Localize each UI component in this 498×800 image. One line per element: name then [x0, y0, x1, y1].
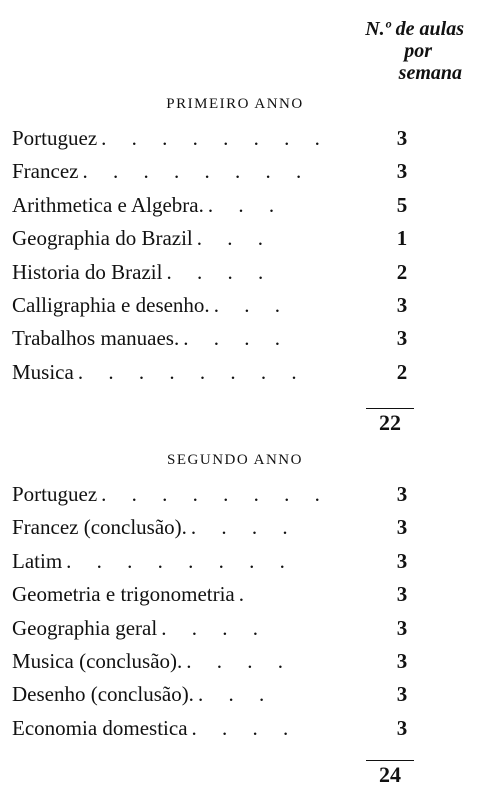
- leader-dots: . . . . . . . .: [82, 159, 312, 184]
- column-header-line-1: N.º de aulas: [365, 18, 464, 40]
- subject-name: Desenho (conclusão).: [12, 682, 194, 707]
- list-item: [12, 222, 422, 255]
- leader-dots: . . . .: [190, 515, 298, 540]
- section-title-segundo-anno: SEGUNDO ANNO: [167, 452, 303, 468]
- leader-dots: . . . . . . . .: [77, 359, 307, 384]
- lesson-count: 2: [396, 259, 408, 284]
- subject-name: Arithmetica e Algebra.: [12, 192, 204, 217]
- list-item: [12, 322, 422, 355]
- leader-dots: . . . . . . . .: [101, 126, 330, 150]
- subject-name: Francez: [12, 159, 79, 184]
- lesson-count: 3: [396, 715, 408, 740]
- column-header-line-2: por: [404, 40, 432, 62]
- leader-dots: . . .: [196, 226, 274, 251]
- lesson-count: 1: [396, 226, 408, 251]
- list-item: [12, 511, 422, 544]
- lesson-count: 3: [396, 615, 408, 640]
- subject-name: Trabalhos manuaes.: [12, 326, 180, 351]
- leader-dots: . . . .: [186, 648, 294, 673]
- leader-dots: . . . .: [166, 259, 274, 284]
- leader-dots: . . .: [213, 292, 290, 317]
- lesson-count: 3: [396, 515, 408, 540]
- lesson-count: 3: [396, 582, 408, 607]
- subject-name: Latim: [12, 548, 63, 573]
- subject-name: Francez (conclusão).: [12, 515, 187, 540]
- subject-name: Geographia geral: [12, 615, 158, 640]
- list-item: [12, 545, 422, 578]
- list-item: [12, 155, 422, 188]
- list-item: [12, 289, 422, 322]
- column-header: [304, 18, 464, 84]
- subject-name: Portuguez: [12, 126, 98, 150]
- lesson-count: 3: [396, 482, 408, 506]
- subject-name: Musica (conclusão).: [12, 648, 183, 673]
- section-title-primeiro-anno: PRIMEIRO ANNO: [166, 96, 304, 112]
- leader-dots: . . . .: [183, 326, 290, 351]
- subject-name: Musica: [12, 359, 74, 384]
- list-item: [12, 256, 422, 289]
- lesson-count: 2: [396, 359, 408, 384]
- lesson-count: 3: [396, 648, 408, 673]
- lesson-count: 3: [396, 159, 408, 184]
- subject-name: Portuguez: [12, 482, 98, 506]
- lesson-count: 3: [396, 548, 408, 573]
- lesson-count: 5: [396, 192, 408, 217]
- lesson-count: 3: [396, 292, 408, 317]
- list-item: [12, 578, 422, 611]
- subject-name: Geometria e trigonometria: [12, 582, 235, 607]
- list-item: [12, 189, 422, 222]
- subject-list-primeiro-anno: [12, 122, 422, 389]
- list-item: [12, 645, 422, 678]
- subject-name: Calligraphia e desenho.: [12, 292, 210, 317]
- subject-name: Geographia do Brazil: [12, 226, 193, 251]
- list-item: [12, 122, 422, 155]
- lesson-count: 3: [396, 326, 408, 351]
- column-header-line-3: semana: [398, 62, 462, 84]
- list-item: [12, 712, 422, 745]
- lesson-count: 3: [396, 682, 408, 707]
- leader-dots: . . . . . . . .: [101, 482, 330, 506]
- list-item: [12, 356, 422, 389]
- total-primeiro-anno: 22: [379, 410, 401, 435]
- list-item: [12, 478, 422, 511]
- total-rule: [366, 760, 414, 761]
- leader-dots: . . .: [197, 682, 275, 707]
- subject-name: Economia domestica: [12, 715, 188, 740]
- leader-dots: . . . . . . . .: [66, 548, 295, 573]
- total-segundo-anno: 24: [379, 762, 401, 787]
- subject-list-segundo-anno: [12, 478, 422, 745]
- total-rule: [366, 408, 414, 409]
- list-item: [12, 612, 422, 645]
- leader-dots: . . .: [207, 192, 285, 217]
- leader-dots: . . . .: [161, 615, 268, 640]
- leader-dots: .: [238, 582, 254, 607]
- subject-name: Historia do Brazil: [12, 259, 163, 284]
- lesson-count: 3: [396, 126, 408, 150]
- leader-dots: . . . .: [191, 715, 299, 740]
- list-item: [12, 678, 422, 711]
